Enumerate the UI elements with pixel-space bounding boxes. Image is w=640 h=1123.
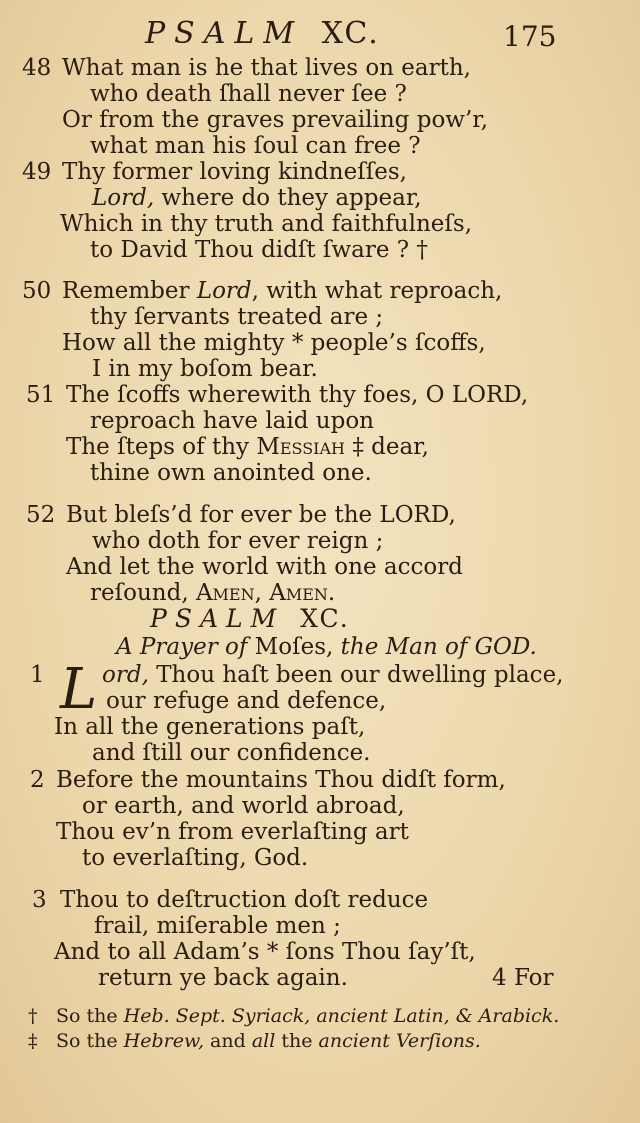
verse-line: our refuge and defence, [106,688,387,714]
verse-line: Lord, where do they appear, [92,185,422,211]
verse-line: ord, Thou haſt been our dwelling place, [102,662,564,688]
running-header [0,14,640,54]
verse-line: Which in thy truth and faithfulneſs, [60,211,473,237]
verse-line: who death ſhall never ſee ? [90,81,407,107]
verse-line: reproach have laid upon [90,408,374,434]
psalm-heading: PSALM XC. [150,604,350,633]
verse-line: The ſcoffs wherewith thy foes, O LORD, [66,382,529,408]
verse-line: reſound, Amen, Amen. [90,580,336,606]
verse-line: thy ſervants treated are ; [90,304,384,330]
verse-number: 2 [30,767,45,793]
running-title: PSALM XC. [145,16,380,51]
psalm-subtitle: A Prayer of Moſes, the Man of GOD. [116,634,537,660]
verse-line: Remember Lord, with what reproach, [62,278,503,304]
verse-line: Before the mountains Thou didſt form, [56,767,506,793]
verse-number: 1 [30,662,45,688]
verse-line: But bleſs’d for ever be the LORD, [66,502,456,528]
verse-number: 51 [26,382,56,408]
verse-line: or earth, and world abroad, [82,793,405,819]
verse-line: to everlaſting, God. [82,845,309,871]
verse-line: In all the generations paſt, [54,714,366,740]
verse-line: Thou ev’n from everlaſting art [56,819,409,845]
footnote: ‡ So the Hebrew, and all the ancient Verſions. [28,1030,481,1052]
verse-line: How all the mighty * people’s ſcoffs, [62,330,486,356]
page-number: 175 [503,20,557,53]
verse-number: 49 [22,159,52,185]
verse-line: who doth for ever reign ; [92,528,384,554]
footnote: † So the Heb. Sept. Syriack, ancient Latin, & Arabick. [28,1005,560,1027]
verse-line: I in my boſom bear. [92,356,318,382]
verse-line: return ye back again. [98,965,348,991]
drop-cap: L [60,657,98,722]
verse-line: to David Thou didſt ſware ? † [90,237,428,263]
verse-number: 52 [26,502,56,528]
catchword: 4 For [492,965,554,991]
verse-line: and ſtill our confidence. [92,740,371,766]
verse-line: Or from the graves prevailing pow’r, [62,107,489,133]
verse-number: 3 [32,887,47,913]
verse-number: 48 [22,55,52,81]
verse-line: thine own anointed one. [90,460,372,486]
verse-line: What man is he that lives on earth, [62,55,471,81]
verse-line: The ſteps of thy Messiah ‡ dear, [66,434,429,460]
verse-number: 50 [22,278,52,304]
verse-line: And let the world with one accord [66,554,463,580]
verse-line: Thy former loving kindneſſes, [62,159,407,185]
verse-line: what man his ſoul can free ? [90,133,421,159]
verse-line: And to all Adam’s * ſons Thou ſay’ſt, [54,939,476,965]
verse-line: frail, miſerable men ; [94,913,341,939]
verse-line: Thou to deſtruction doſt reduce [60,887,429,913]
